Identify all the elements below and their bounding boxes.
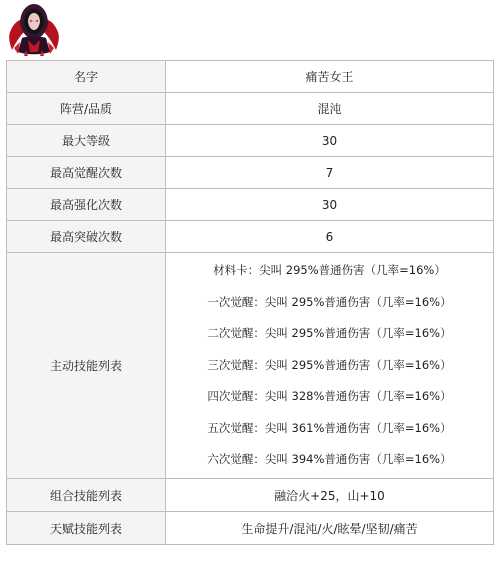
row-value-max-awaken: 7 (166, 157, 494, 189)
row-label-talent-skills: 天赋技能列表 (7, 512, 166, 545)
active-skill-item: 材料卡：尖叫 295%普通伤害（几率=16%） (213, 263, 446, 278)
row-value-max-enhance: 30 (166, 189, 494, 221)
table-row (7, 512, 494, 545)
row-value-max-breakthrough: 6 (166, 221, 494, 253)
row-label-name: 名字 (7, 61, 166, 93)
table-row (7, 61, 494, 93)
row-value-faction: 混沌 (166, 93, 494, 125)
row-value-max-level: 30 (166, 125, 494, 157)
active-skill-list (166, 253, 493, 478)
row-label-max-breakthrough: 最高突破次数 (7, 221, 166, 253)
row-label-active-skills: 主动技能列表 (7, 253, 166, 479)
table-row (7, 221, 494, 253)
row-label-faction: 阵营/品质 (7, 93, 166, 125)
row-label-max-level: 最大等级 (7, 125, 166, 157)
character-info-table (6, 60, 494, 545)
table-row (7, 189, 494, 221)
row-value-active-skills (166, 253, 494, 479)
queen-of-pain-portrait-icon (6, 2, 62, 56)
active-skill-item: 一次觉醒：尖叫 295%普通伤害（几率=16%） (207, 294, 452, 309)
table-row (7, 157, 494, 189)
table-row (7, 125, 494, 157)
active-skill-item: 五次觉醒：尖叫 361%普通伤害（几率=16%） (207, 420, 452, 435)
table-row (7, 93, 494, 125)
row-label-combo-skills: 组合技能列表 (7, 479, 166, 512)
active-skill-item: 四次觉醒：尖叫 328%普通伤害（几率=16%） (207, 389, 452, 404)
row-value-talent-skills: 生命提升/混沌/火/眩晕/坚韧/痛苦 (166, 512, 494, 545)
table-row (7, 479, 494, 512)
row-label-max-awaken: 最高觉醒次数 (7, 157, 166, 189)
table-row (7, 253, 494, 479)
active-skill-item: 三次觉醒：尖叫 295%普通伤害（几率=16%） (207, 357, 452, 372)
active-skill-item: 六次觉醒：尖叫 394%普通伤害（几率=16%） (207, 452, 452, 467)
row-value-name: 痛苦女王 (166, 61, 494, 93)
row-label-max-enhance: 最高强化次数 (7, 189, 166, 221)
active-skill-item: 二次觉醒：尖叫 295%普通伤害（几率=16%） (207, 326, 452, 341)
row-value-combo-skills: 融洽火+25，山+10 (166, 479, 494, 512)
